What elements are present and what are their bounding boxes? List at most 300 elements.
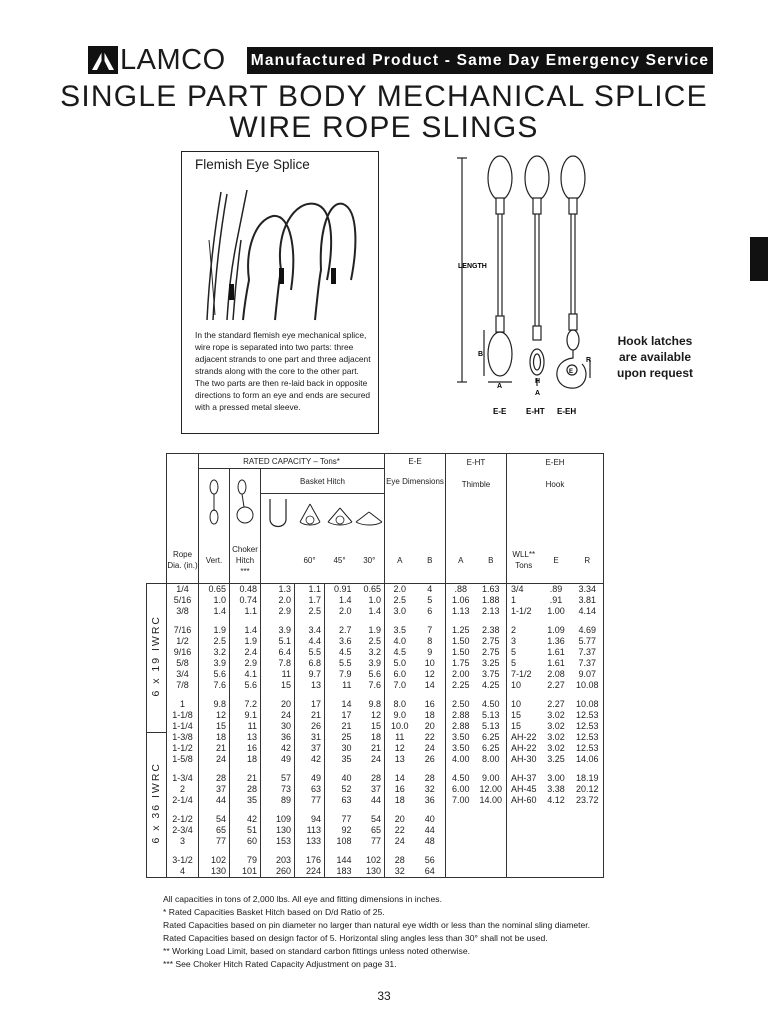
- table-cell: 2: [167, 784, 199, 795]
- table-cell: AH-37: [507, 773, 541, 784]
- table-cell: 10.08: [572, 680, 604, 691]
- table-cell: 1.09: [547, 625, 565, 635]
- table-cell: 4.1: [230, 669, 261, 680]
- table-cell: 7.6: [199, 680, 230, 691]
- ee-a-header: A: [385, 538, 415, 584]
- table-cell: 1.06: [446, 595, 476, 606]
- vertical-hitch-icon: [204, 479, 224, 525]
- row-gap: [147, 691, 604, 699]
- table-row: [147, 699, 604, 710]
- table-cell: 5/16: [167, 595, 199, 606]
- rope-group-label: 6 x 19 IWRC: [147, 584, 167, 733]
- table-cell: 24: [261, 710, 295, 721]
- table-cell: 44: [424, 825, 435, 835]
- table-cell: 37: [199, 784, 230, 795]
- table-cell: 5.5: [325, 658, 355, 669]
- table-cell: 7.37: [572, 647, 604, 658]
- ee-label: E-E: [493, 407, 507, 416]
- table-cell: 109: [261, 814, 295, 825]
- table-cell: 4.12: [547, 795, 565, 805]
- table-cell: 12.00: [479, 784, 503, 794]
- table-cell: [541, 855, 572, 866]
- table-cell: 6.4: [261, 647, 295, 658]
- table-cell: 49: [295, 773, 325, 784]
- row-gap: [147, 617, 604, 625]
- table-cell: 5.0: [385, 658, 415, 669]
- lamco-logo: [88, 45, 226, 75]
- table-cell: 42: [230, 814, 261, 825]
- table-cell: 3.5: [385, 625, 415, 636]
- eeh-r-header: R: [572, 538, 604, 584]
- basket-hitch-header: Basket Hitch: [261, 469, 385, 494]
- table-cell: 9.07: [572, 669, 604, 680]
- table-cell: 16: [424, 699, 435, 709]
- table-cell: 73: [261, 784, 295, 795]
- table-cell: [476, 836, 507, 847]
- table-cell: 14: [424, 680, 435, 690]
- table-cell: 9.00: [481, 773, 500, 783]
- table-cell: 102: [199, 855, 230, 866]
- table-cell: 1-5/8: [167, 754, 199, 765]
- footnote-line: ** Working Load Limit, based on standard carbon fittings unless noted otherwise.: [163, 946, 471, 956]
- table-cell: 12.53: [572, 710, 604, 721]
- table-cell: 2.0: [261, 595, 295, 606]
- table-cell: 2.88: [446, 721, 476, 732]
- table-cell: 3.00: [547, 773, 565, 783]
- table-cell: 3.38: [547, 784, 565, 794]
- table-cell: 28: [370, 773, 381, 783]
- table-cell: 4.00: [446, 754, 476, 765]
- table-cell: 3/8: [167, 606, 199, 617]
- table-cell: [476, 825, 507, 836]
- table-cell: 3.25: [547, 754, 565, 764]
- table-cell: [507, 814, 541, 825]
- row-gap: [147, 765, 604, 773]
- angle-45-header: 45°: [325, 538, 355, 584]
- rope-group-label: 6 x 36 IWRC: [147, 732, 167, 878]
- dimension-e-label: E: [569, 369, 574, 375]
- table-cell: 5.6: [230, 680, 261, 691]
- table-cell: 113: [295, 825, 325, 836]
- table-cell: 17: [325, 710, 355, 721]
- table-cell: 15: [507, 710, 541, 721]
- table-cell: 77: [370, 836, 381, 846]
- table-cell: 7-1/2: [507, 669, 541, 680]
- table-cell: 24: [385, 836, 415, 847]
- footnote-line: Rated Capacities based on design factor of 5. Horizontal sling angles less than 30° shall not be used.: [163, 933, 548, 943]
- table-cell: 16: [230, 743, 261, 754]
- table-cell: 32: [385, 866, 415, 878]
- table-row: [147, 595, 604, 606]
- table-cell: 1/2: [167, 636, 199, 647]
- eeh-header: E-EH Hook: [507, 454, 604, 494]
- flemish-description: In the standard flemish eye mechanical splice, wire rope is separated into two parts: three adjacent strands to one part and three adjacent strands along with the core to the other part. The two parts are then re-laid back in opposite directions to form an eye and ends are secured with a pressed metal sleeve.: [195, 330, 371, 412]
- table-cell: 0.48: [230, 584, 261, 596]
- table-cell: 4.25: [481, 680, 500, 690]
- table-cell: 25: [325, 732, 355, 743]
- table-cell: 5.13: [481, 721, 500, 731]
- table-cell: 6.25: [481, 732, 500, 742]
- table-cell: 4.14: [572, 606, 604, 617]
- table-cell: 183: [325, 866, 355, 878]
- page-title-line2: WIRE ROPE SLINGS: [229, 111, 539, 144]
- table-cell: 30: [325, 743, 355, 754]
- table-row: [147, 855, 604, 866]
- table-cell: 9.8: [368, 699, 381, 709]
- table-cell: 5.6: [368, 669, 381, 679]
- table-cell: 36: [424, 795, 435, 805]
- table-cell: 14.00: [479, 795, 503, 805]
- table-cell: 1-1/4: [167, 721, 199, 732]
- table-cell: 18: [230, 754, 261, 765]
- table-cell: 14.06: [572, 754, 604, 765]
- table-cell: 260: [261, 866, 295, 878]
- table-cell: 42: [295, 754, 325, 765]
- table-cell: 1: [507, 595, 541, 606]
- footnote-line: *** See Choker Hitch Rated Capacity Adjustment on page 31.: [163, 959, 397, 969]
- footnote-line: All capacities in tons of 2,000 lbs. All eye and fitting dimensions in inches.: [163, 894, 442, 904]
- table-cell: 130: [355, 866, 385, 878]
- table-cell: 10: [424, 658, 435, 668]
- table-cell: 4.0: [385, 636, 415, 647]
- flemish-splice-illustration: [195, 180, 365, 325]
- table-cell: 1.36: [547, 636, 565, 646]
- table-cell: 4.69: [572, 625, 604, 636]
- page-title-line1: SINGLE PART BODY MECHANICAL SPLICE: [60, 80, 708, 113]
- table-cell: 9/16: [167, 647, 199, 658]
- angle-60-header: 60°: [295, 538, 325, 584]
- dimension-r-label: R: [586, 357, 592, 364]
- table-row: [147, 795, 604, 806]
- table-cell: 24: [370, 754, 381, 764]
- table-cell: 4: [167, 866, 199, 878]
- table-cell: 1-3/4: [167, 773, 199, 784]
- table-cell: 1.61: [547, 658, 565, 668]
- table-cell: 7: [427, 625, 433, 635]
- table-cell: 2.75: [481, 647, 500, 657]
- table-cell: 3.34: [572, 584, 604, 596]
- table-cell: 3.2: [199, 647, 230, 658]
- footnote-line: * Rated Capacities Basket Hitch based on D/d Ratio of 25.: [163, 907, 385, 917]
- table-cell: 8.0: [385, 699, 415, 710]
- table-cell: 9.0: [385, 710, 415, 721]
- table-cell: [572, 836, 604, 847]
- table-cell: 1.00: [547, 606, 565, 616]
- table-cell: 2.25: [446, 680, 476, 691]
- table-cell: 15: [199, 721, 230, 732]
- table-cell: 2.38: [481, 625, 500, 635]
- table-cell: AH-45: [507, 784, 541, 795]
- table-cell: 4: [427, 584, 433, 594]
- table-cell: 6.8: [295, 658, 325, 669]
- table-cell: 18: [424, 710, 435, 720]
- choker-hitch-icon: [233, 479, 257, 525]
- table-cell: 49: [261, 754, 295, 765]
- table-cell: [541, 814, 572, 825]
- table-cell: 2.9: [230, 658, 261, 669]
- table-cell: [507, 855, 541, 866]
- table-cell: 18: [370, 732, 381, 742]
- table-cell: 2-1/2: [167, 814, 199, 825]
- table-cell: 15: [261, 680, 295, 691]
- sling-types-diagram: [440, 150, 610, 420]
- table-cell: 10.08: [572, 699, 604, 710]
- table-cell: 11: [230, 721, 261, 732]
- table-cell: 1.0: [368, 595, 381, 605]
- table-cell: 2.9: [261, 606, 295, 617]
- table-cell: 8.00: [481, 754, 500, 764]
- table-row: [147, 784, 604, 795]
- table-cell: 7/8: [167, 680, 199, 691]
- table-cell: 2.5: [368, 636, 381, 646]
- table-cell: AH-60: [507, 795, 541, 806]
- table-cell: 40: [424, 814, 435, 824]
- table-cell: 12: [199, 710, 230, 721]
- table-cell: 94: [295, 814, 325, 825]
- table-cell: 30: [261, 721, 295, 732]
- table-cell: 1: [167, 699, 199, 710]
- footnote-line: Rated Capacities based on pin diameter no larger than natural eye width or less than the nominal sling diameter.: [163, 920, 591, 930]
- table-cell: 2.5: [199, 636, 230, 647]
- table-cell: [572, 814, 604, 825]
- table-cell: 3/4: [507, 584, 541, 596]
- table-cell: 77: [325, 814, 355, 825]
- table-row: [147, 721, 604, 732]
- table-row: [147, 647, 604, 658]
- wll-header: WLL** Tons: [507, 538, 541, 584]
- table-cell: 44: [370, 795, 381, 805]
- table-cell: 1.3: [261, 584, 295, 596]
- table-cell: 32: [424, 784, 435, 794]
- table-row: [147, 636, 604, 647]
- table-cell: 101: [230, 866, 261, 878]
- basket-vertical-icon: [264, 497, 292, 531]
- table-cell: 5: [507, 647, 541, 658]
- table-cell: 3.02: [547, 732, 565, 742]
- table-cell: [541, 866, 572, 878]
- table-body: [147, 584, 604, 878]
- section-tab: [750, 237, 768, 281]
- table-cell: 0.74: [230, 595, 261, 606]
- table-cell: 35: [230, 795, 261, 806]
- table-cell: 1.75: [446, 658, 476, 669]
- eht-label: E-HT: [526, 407, 545, 416]
- table-cell: 3.81: [572, 595, 604, 606]
- table-cell: 3.9: [199, 658, 230, 669]
- length-label: LENGTH: [458, 263, 487, 270]
- table-cell: 1-3/8: [167, 732, 199, 743]
- table-cell: 1.63: [481, 584, 500, 594]
- basket-30-icon: [355, 500, 383, 528]
- table-cell: 11: [325, 680, 355, 691]
- table-cell: 9.1: [230, 710, 261, 721]
- table-cell: 18: [385, 795, 415, 806]
- table-cell: 10: [507, 680, 541, 691]
- dimension-h-label: H: [535, 378, 541, 385]
- table-cell: 1.88: [481, 595, 500, 605]
- table-row: [147, 606, 604, 617]
- table-cell: 51: [230, 825, 261, 836]
- table-cell: 108: [325, 836, 355, 847]
- table-cell: 1-1/8: [167, 710, 199, 721]
- vert-header: Vert.: [199, 538, 230, 584]
- table-cell: 2.13: [481, 606, 500, 616]
- table-cell: 36: [261, 732, 295, 743]
- table-cell: [446, 836, 476, 847]
- table-cell: 14: [325, 699, 355, 710]
- table-cell: 2.0: [325, 606, 355, 617]
- table-cell: 1.9: [230, 636, 261, 647]
- table-cell: 3.4: [295, 625, 325, 636]
- table-cell: [476, 866, 507, 878]
- table-cell: 3.02: [547, 710, 565, 720]
- table-cell: 1-1/2: [167, 743, 199, 754]
- table-cell: 44: [199, 795, 230, 806]
- table-cell: .89: [549, 584, 563, 594]
- table-cell: [446, 814, 476, 825]
- table-row: [147, 773, 604, 784]
- table-cell: 4.50: [481, 699, 500, 709]
- ee-b-header: B: [415, 538, 446, 584]
- table-cell: 7.9: [325, 669, 355, 680]
- table-cell: 24: [424, 743, 435, 753]
- table-cell: 31: [295, 732, 325, 743]
- table-cell: 28: [230, 784, 261, 795]
- table-cell: 5.77: [572, 636, 604, 647]
- table-cell: 10: [507, 699, 541, 710]
- table-cell: 11: [261, 669, 295, 680]
- table-cell: 7.6: [368, 680, 381, 690]
- table-cell: 5.6: [199, 669, 230, 680]
- table-cell: 2.27: [547, 680, 565, 690]
- table-cell: 7.2: [230, 699, 261, 710]
- row-gap: [147, 806, 604, 814]
- table-cell: [572, 855, 604, 866]
- table-row: [147, 710, 604, 721]
- table-cell: 54: [199, 814, 230, 825]
- table-cell: 12.53: [572, 743, 604, 754]
- table-cell: AH-22: [507, 732, 541, 743]
- table-cell: 5.1: [261, 636, 295, 647]
- dimension-a2-label: A: [535, 390, 541, 397]
- table-row: [147, 732, 604, 743]
- hook-latches-note: Hook latches are available upon request: [616, 334, 693, 380]
- table-cell: 1/4: [167, 584, 199, 596]
- table-cell: 92: [325, 825, 355, 836]
- table-cell: 3: [167, 836, 199, 847]
- table-cell: 3-1/2: [167, 855, 199, 866]
- table-cell: 79: [230, 855, 261, 866]
- eht-a-header: A: [446, 538, 476, 584]
- table-cell: 153: [261, 836, 295, 847]
- table-cell: 7.37: [572, 658, 604, 669]
- table-cell: 52: [325, 784, 355, 795]
- table-cell: [446, 855, 476, 866]
- table-cell: [572, 825, 604, 836]
- table-cell: [476, 855, 507, 866]
- table-cell: 4.50: [446, 773, 476, 784]
- table-cell: 3.75: [481, 669, 500, 679]
- table-row: [147, 814, 604, 825]
- table-cell: 1.9: [199, 625, 230, 636]
- table-cell: 22: [385, 825, 415, 836]
- table-cell: [507, 836, 541, 847]
- table-cell: .91: [549, 595, 563, 605]
- table-cell: 16: [385, 784, 415, 795]
- table-cell: 65: [370, 825, 381, 835]
- dimension-a-label: A: [497, 383, 503, 390]
- table-row: [147, 625, 604, 636]
- table-cell: 3.0: [385, 606, 415, 617]
- table-row: [147, 743, 604, 754]
- table-cell: 3/4: [167, 669, 199, 680]
- table-cell: 3.9: [261, 625, 295, 636]
- table-cell: 56: [424, 855, 435, 865]
- table-cell: 12: [424, 669, 435, 679]
- table-cell: 3: [507, 636, 541, 647]
- table-cell: 2.75: [481, 636, 500, 646]
- table-cell: 0.65: [199, 584, 230, 596]
- table-cell: 144: [325, 855, 355, 866]
- table-cell: 20.12: [572, 784, 604, 795]
- rated-capacity-header: RATED CAPACITY – Tons*: [199, 454, 385, 469]
- table-cell: 4.4: [295, 636, 325, 647]
- table-cell: 35: [325, 754, 355, 765]
- table-cell: 3.2: [368, 647, 381, 657]
- table-cell: 3.02: [547, 743, 565, 753]
- table-cell: 176: [295, 855, 325, 866]
- table-cell: 2.50: [446, 699, 476, 710]
- page-number: 33: [377, 989, 391, 1003]
- table-cell: 4.5: [385, 647, 415, 658]
- table-cell: 13: [295, 680, 325, 691]
- table-cell: 18: [199, 732, 230, 743]
- brand-name: LAMCO: [120, 43, 226, 76]
- table-cell: 7.8: [261, 658, 295, 669]
- choker-header: Choker Hitch ***: [230, 538, 261, 584]
- table-row: [147, 825, 604, 836]
- table-cell: AH-30: [507, 754, 541, 765]
- table-cell: 77: [199, 836, 230, 847]
- flemish-title: Flemish Eye Splice: [195, 157, 310, 172]
- table-cell: 1.4: [230, 625, 261, 636]
- service-banner: Manufactured Product - Same Day Emergency Service: [247, 47, 713, 74]
- table-cell: 2.00: [446, 669, 476, 680]
- table-cell: .88: [446, 584, 476, 596]
- table-cell: 130: [199, 866, 230, 878]
- table-cell: 2.5: [385, 595, 415, 606]
- table-cell: 20: [261, 699, 295, 710]
- table-cell: 102: [365, 855, 381, 865]
- table-cell: 24: [199, 754, 230, 765]
- table-cell: 5: [427, 595, 433, 605]
- table-cell: 203: [261, 855, 295, 866]
- table-cell: 3.6: [325, 636, 355, 647]
- table-cell: 15: [507, 721, 541, 732]
- table-cell: 37: [370, 784, 381, 794]
- table-cell: 1-1/2: [507, 606, 541, 617]
- table-cell: 5: [507, 658, 541, 669]
- table-cell: 1.13: [446, 606, 476, 617]
- table-cell: 9: [427, 647, 433, 657]
- table-cell: 37: [295, 743, 325, 754]
- lamco-emblem-icon: [88, 46, 118, 74]
- table-cell: 1.9: [368, 625, 381, 635]
- eht-b-header: B: [476, 538, 507, 584]
- table-cell: 63: [325, 795, 355, 806]
- table-cell: [541, 825, 572, 836]
- table-cell: 28: [199, 773, 230, 784]
